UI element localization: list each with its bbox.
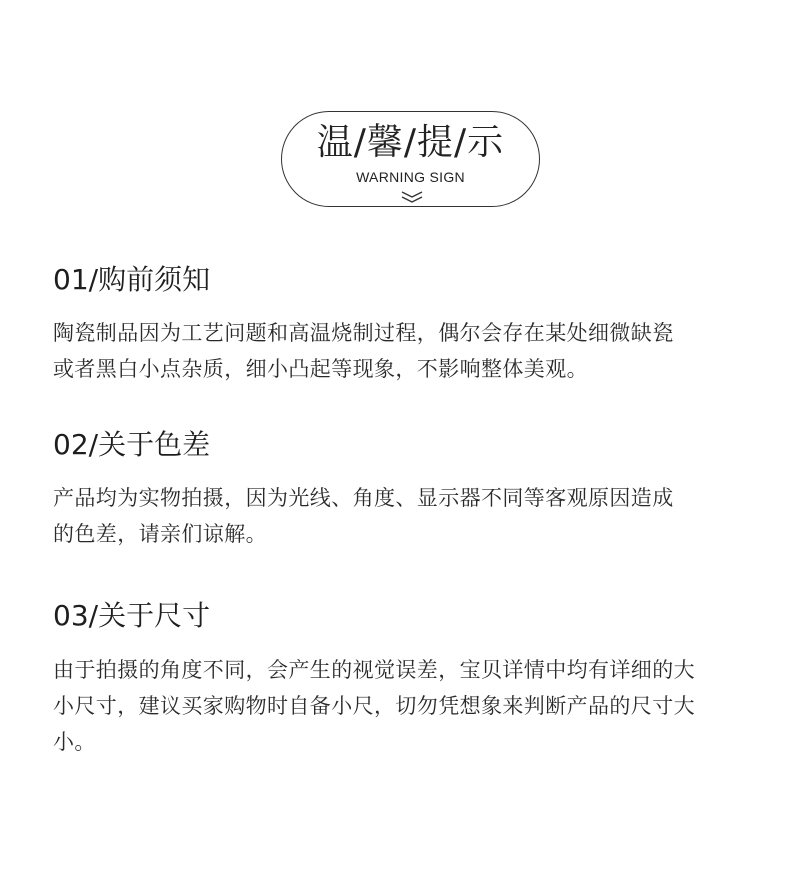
- body-line: 陶瓷制品因为工艺问题和高温烧制过程，偶尔会存在某处细微缺瓷: [53, 321, 674, 345]
- section-body-color-difference: [53, 480, 753, 552]
- body-line: 由于拍摄的角度不同，会产生的视觉误差，宝贝详情中均有详细的大: [53, 658, 695, 682]
- section-body-purchase-notice: [53, 315, 753, 387]
- section-heading-purchase-notice: 01/购前须知: [53, 263, 211, 296]
- body-line: 的色差，请亲们谅解。: [53, 522, 267, 546]
- header-subtitle: WARNING SIGN: [356, 169, 465, 185]
- body-line: 小。: [53, 730, 96, 754]
- section-body-size: [53, 652, 753, 760]
- body-line: 小尺寸，建议买家购物时自备小尺，切勿凭想象来判断产品的尺寸大: [53, 694, 695, 718]
- header-title: 温/馨/提/示: [316, 122, 505, 163]
- warning-sign-badge: [281, 111, 540, 207]
- body-line: 产品均为实物拍摄，因为光线、角度、显示器不同等客观原因造成: [53, 486, 674, 510]
- section-heading-color-difference: 02/关于色差: [53, 428, 211, 461]
- body-line: 或者黑白小点杂质，细小凸起等现象，不影响整体美观。: [53, 357, 588, 381]
- section-heading-size: 03/关于尺寸: [53, 599, 211, 632]
- double-chevron-down-icon: [400, 191, 424, 203]
